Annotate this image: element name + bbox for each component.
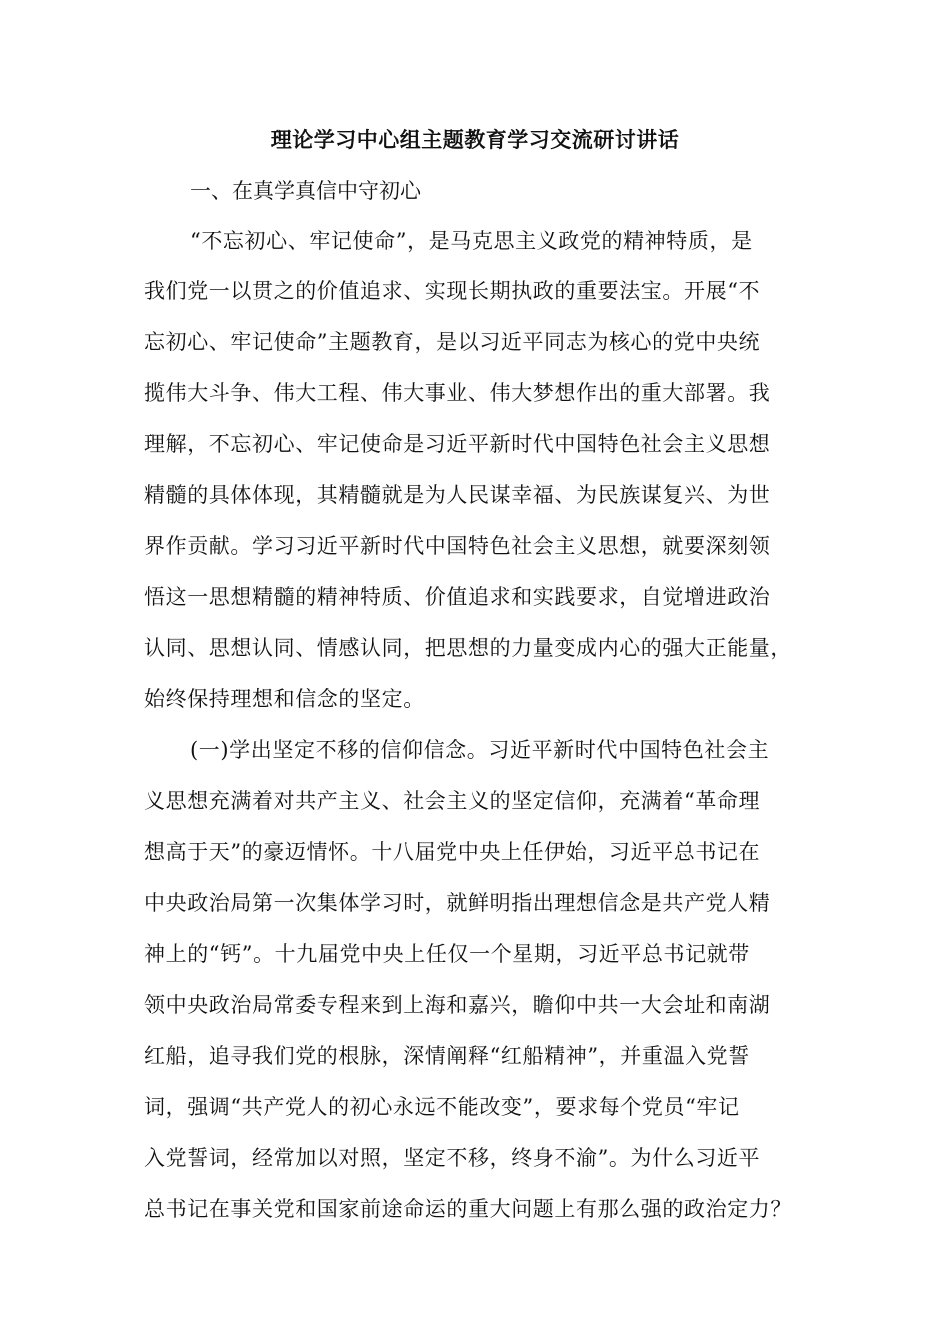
paragraph-line: 入党誓词，经常加以对照，坚定不移，终身不渝”。为什么习近平 xyxy=(144,1146,761,1170)
paragraph-line: 始终保持理想和信念的坚定。 xyxy=(144,687,425,711)
paragraph-line: 想高于天”的豪迈情怀。十八届党中央上任伊始，习近平总书记在 xyxy=(144,840,761,864)
paragraph-line: 总书记在事关党和国家前途命运的重大问题上有那么强的政治定力？ xyxy=(144,1197,792,1221)
paragraph-line: 悟这一思想精髓的精神特质、价值追求和实践要求，自觉增进政治 xyxy=(144,585,771,609)
paragraph-line: 中央政治局第一次集体学习时，就鲜明指出理想信念是共产党人精 xyxy=(144,891,771,915)
section-heading: 一、在真学真信中守初心 xyxy=(190,179,421,203)
paragraph-line: 领中央政治局常委专程来到上海和嘉兴，瞻仰中共一大会址和南湖 xyxy=(144,993,771,1017)
paragraph-line: “不忘初心、牢记使命”，是马克思主义政党的精神特质，是 xyxy=(190,229,753,253)
paragraph-line: 精髓的具体体现，其精髓就是为人民谋幸福、为民族谋复兴、为世 xyxy=(144,483,771,507)
paragraph-line: 揽伟大斗争、伟大工程、伟大事业、伟大梦想作出的重大部署。我 xyxy=(144,381,771,405)
paragraph-line: 界作贡献。学习习近平新时代中国特色社会主义思想，就要深刻领 xyxy=(144,534,771,558)
paragraph-line: 理解，不忘初心、牢记使命是习近平新时代中国特色社会主义思想 xyxy=(144,432,771,456)
document-title: 理论学习中心组主题教育学习交流研讨讲话 xyxy=(270,127,680,152)
paragraph-line: 义思想充满着对共产主义、社会主义的坚定信仰，充满着“革命理 xyxy=(144,789,761,813)
paragraph-line: 词，强调“共产党人的初心永远不能改变”，要求每个党员“牢记 xyxy=(144,1095,740,1119)
paragraph-line: 我们党一以贯之的价值追求、实现长期执政的重要法宝。开展“不 xyxy=(144,279,761,303)
paragraph-line: 忘初心、牢记使命”主题教育，是以习近平同志为核心的党中央统 xyxy=(144,330,761,354)
paragraph-line: 认同、思想认同、情感认同，把思想的力量变成内心的强大正能量， xyxy=(144,636,792,660)
paragraph-line: 神上的“钙”。十九届党中央上任仅一个星期，习近平总书记就带 xyxy=(144,942,750,966)
paragraph-line: (一)学出坚定不移的信仰信念。习近平新时代中国特色社会主 xyxy=(190,738,770,762)
paragraph-line: 红船，追寻我们党的根脉，深情阐释“红船精神”，并重温入党誓 xyxy=(144,1044,750,1068)
